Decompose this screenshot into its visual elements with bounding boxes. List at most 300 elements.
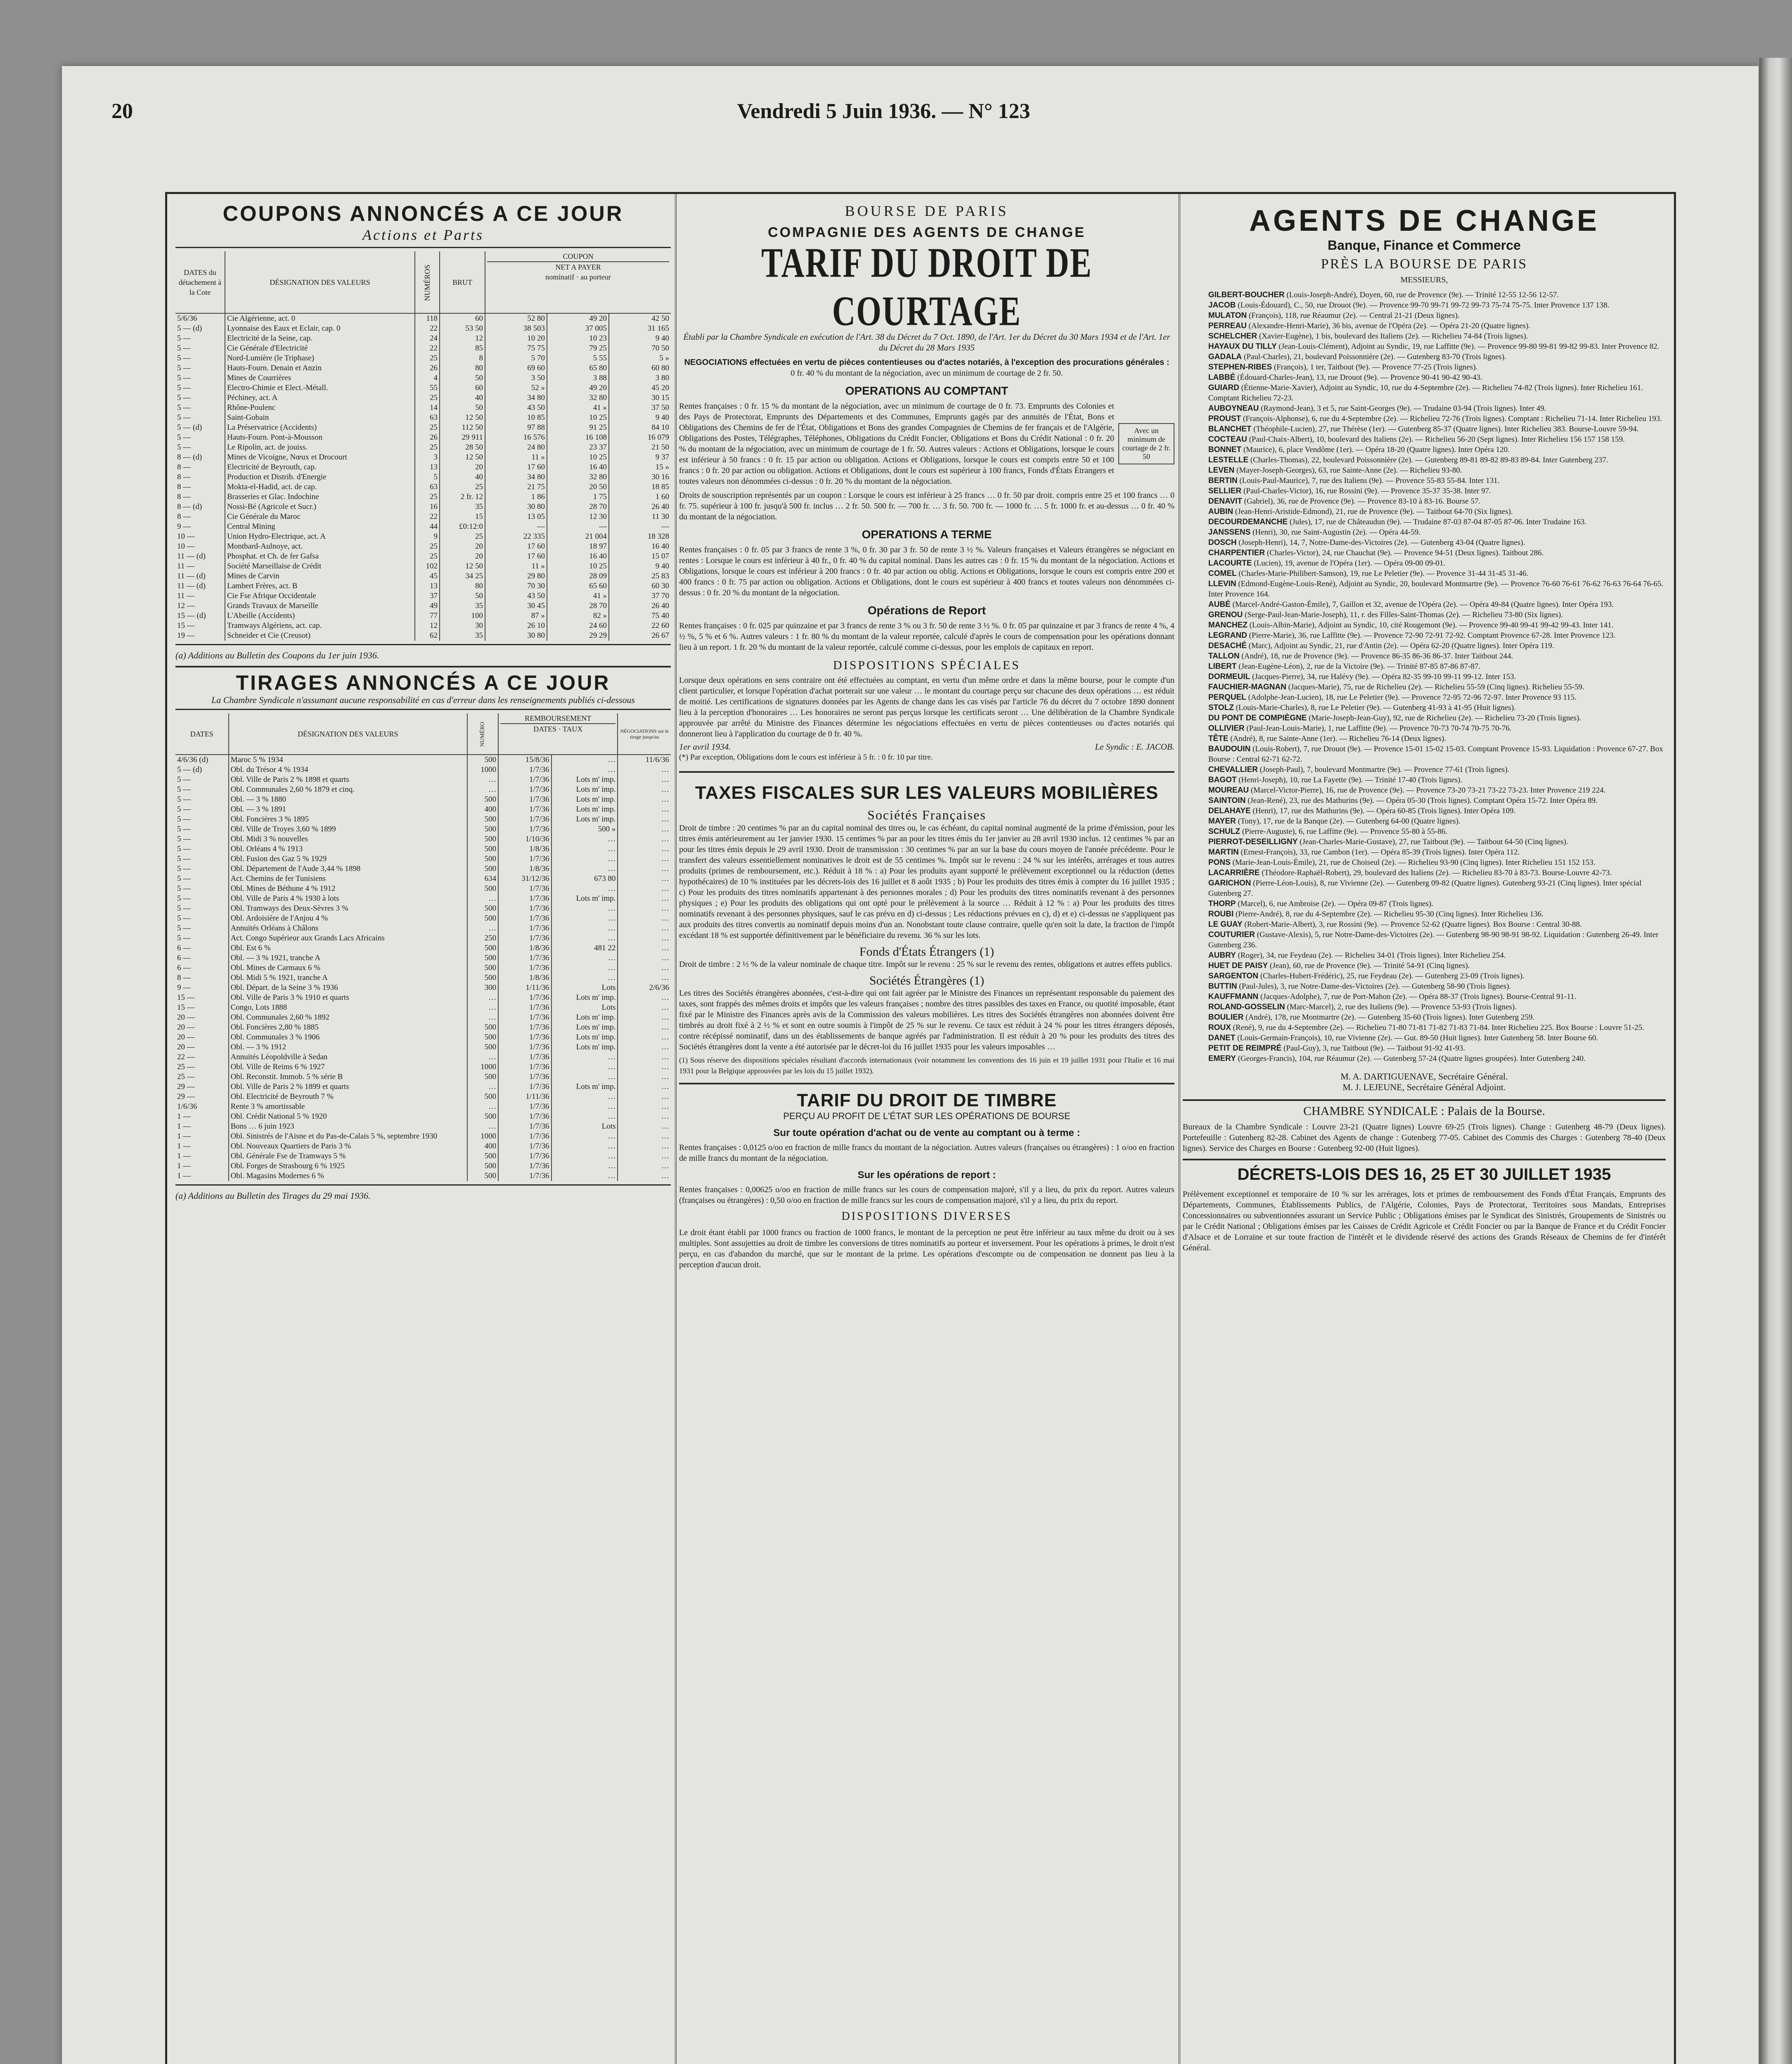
agent-details: (Marcel-André-Gaston-Émile), 7, Gaillon et 32, avenue de l'Opéra (2e). — Opéra 49-84 (Quatre lignes). Inter Opéra 193.: [1232, 600, 1614, 609]
table-cell: 29 911: [440, 433, 485, 443]
table-cell: 12: [440, 334, 485, 343]
agent-name: LEGRAND: [1208, 631, 1247, 640]
agent-details: (Serge-Paul-Jean-Marie-Joseph), 11, r. des Filles-Saint-Thomas (2e). — Richelieu 73-80 (Six lignes).: [1245, 611, 1563, 619]
table-cell: 1/7/36: [498, 894, 552, 904]
column-center: [679, 198, 1174, 2064]
table-row: [175, 914, 671, 923]
agent-year: [1183, 527, 1208, 537]
agent-entry: [1183, 620, 1666, 630]
table-cell: 10 25: [547, 561, 609, 571]
table-cell: 673 80: [552, 874, 618, 884]
table-cell: 25: [415, 423, 440, 433]
agent-year: [1183, 321, 1208, 331]
table-row: [175, 923, 671, 933]
col-t-remb: REMBOURSEMENT: [500, 713, 615, 724]
agent-year: [1183, 599, 1208, 610]
table-cell: Obl. Electricité de Beyrouth 7 %: [229, 1092, 468, 1102]
agent-entry: [1183, 847, 1666, 857]
agent-year: [1183, 930, 1208, 940]
table-cell: …: [552, 1131, 618, 1141]
table-cell: 1/7/36: [498, 1032, 552, 1042]
table-cell: 15 »: [609, 462, 671, 472]
courtage-signature: Le Syndic : E. JACOB.: [1095, 742, 1174, 752]
table-cell: 9 40: [609, 413, 671, 423]
table-cell: …: [618, 1102, 671, 1112]
table-cell: …: [618, 874, 671, 884]
agent-name: HUET DE PAISY: [1208, 961, 1268, 970]
table-cell: …: [552, 1092, 618, 1102]
agent-entry: [1183, 1033, 1666, 1043]
table-cell: …: [618, 1042, 671, 1052]
table-cell: 43 50: [485, 403, 547, 413]
table-cell: 15 — (d): [177, 611, 206, 620]
table-cell: 1 —: [177, 1172, 191, 1180]
agent-name: AUBÉ: [1208, 600, 1231, 609]
agent-name: LE GUAY: [1208, 920, 1243, 929]
agent-name: TALLON: [1208, 652, 1240, 660]
agent-entry: [1183, 641, 1666, 651]
agent-entry: [1183, 971, 1666, 981]
table-cell: 1/8/36: [498, 973, 552, 983]
table-cell: …: [618, 1131, 671, 1141]
table-cell: 30 16: [609, 472, 671, 482]
agent-year: [1183, 837, 1208, 847]
table-cell: 1 86: [485, 492, 547, 502]
table-cell: 5 —: [177, 393, 191, 402]
table-cell: Lots: [552, 1122, 618, 1131]
taxes-footnote: (1) Sous réserve des dispositions spéciales résultant d'accords internationaux (voir notamment les conventions des 16 juin et 19 juillet 1931 pour l'Italie et 16 mai 1931 pour la Belgique approuvées par les lois du 15 juillet 1932).: [679, 1056, 1174, 1075]
table-cell: …: [467, 1013, 498, 1023]
agent-name: MARTIN: [1208, 848, 1239, 857]
table-cell: 500: [467, 943, 498, 953]
table-cell: 5 —: [177, 884, 191, 893]
table-cell: 1/7/36: [498, 1122, 552, 1131]
table-cell: 18 328: [609, 532, 671, 542]
table-cell: Lots m' imp.: [552, 1013, 618, 1023]
table-cell: 2 fr. 12: [440, 492, 485, 502]
table-row: [175, 482, 671, 492]
table-row: [175, 844, 671, 854]
table-cell: 6 —: [177, 963, 191, 972]
table-cell: Central Mining: [225, 522, 415, 532]
table-cell: 5 —: [177, 443, 191, 452]
table-cell: 1/11/36: [498, 983, 552, 993]
table-cell: …: [552, 963, 618, 973]
courtage-title: TARIF DU DROIT DE COURTAGE: [761, 239, 1092, 334]
table-row: [175, 1052, 671, 1062]
table-cell: 12 50: [440, 452, 485, 462]
table-row: [175, 462, 671, 472]
agent-name: ROUBI: [1208, 910, 1234, 918]
agent-details: (Pierre-Auguste), 6, rue Laffitte (9e). — Provence 55-80 à 55-86.: [1242, 827, 1447, 836]
table-cell: 70 50: [609, 343, 671, 353]
table-cell: 1/6/36: [177, 1102, 197, 1111]
table-cell: …: [618, 864, 671, 874]
table-cell: …: [618, 973, 671, 983]
agent-details: (René), 9, rue du 4-Septembre (2e). — Richelieu 71-80 71-81 71-82 71-83 71-84. Inter Richelieu 225. Box Bourse : Louvre 51-25.: [1233, 1023, 1644, 1032]
table-cell: 22: [415, 324, 440, 334]
table-cell: 500: [467, 953, 498, 963]
table-row: [175, 433, 671, 443]
table-cell: Lots: [552, 983, 618, 993]
agent-details: (Jean-Charles-Marie-Gustave), 27, rue Taitbout (9e). — Taitbout 64-50 (Cinq lignes).: [1300, 838, 1568, 846]
table-cell: 1 —: [177, 1132, 191, 1141]
agent-name: GUIARD: [1208, 383, 1239, 392]
agent-entry: [1183, 476, 1666, 486]
table-cell: …: [618, 963, 671, 973]
table-cell: 17 60: [485, 542, 547, 552]
agent-name: LABBÉ: [1208, 373, 1236, 382]
agent-name: DORMEUIL: [1208, 672, 1250, 681]
agent-year: [1183, 661, 1208, 672]
table-cell: 500: [467, 1023, 498, 1032]
table-cell: Lots m' imp.: [552, 1042, 618, 1052]
agent-name: GADALA: [1208, 353, 1242, 361]
table-cell: …: [618, 795, 671, 805]
table-cell: …: [618, 824, 671, 834]
table-cell: …: [618, 923, 671, 933]
table-row: [175, 854, 671, 864]
table-cell: 28 70: [547, 502, 609, 512]
agent-name: DESACHÉ: [1208, 641, 1247, 650]
table-cell: 55: [415, 383, 440, 393]
agent-entry: [1183, 579, 1666, 599]
table-cell: 118: [415, 313, 440, 324]
agent-entry: [1183, 424, 1666, 434]
table-cell: 5 —: [177, 805, 191, 814]
agent-entry: [1183, 961, 1666, 971]
agent-details: (Raymond-Jean), 3 et 5, rue Saint-Georges (9e). — Trudaine 03-94 (Trois lignes). Inter 49.: [1261, 404, 1546, 413]
agent-name: THORP: [1208, 899, 1236, 908]
timbre-title: TARIF DU DROIT DE TIMBRE: [797, 1090, 1057, 1110]
agent-year: [1183, 723, 1208, 734]
table-cell: 13 05: [485, 512, 547, 522]
table-cell: 30 45: [485, 601, 547, 611]
table-row: [175, 363, 671, 373]
table-cell: Lots m' imp.: [552, 795, 618, 805]
table-row: [175, 502, 671, 512]
table-cell: 5 —: [177, 364, 191, 372]
table-cell: 10 25: [547, 413, 609, 423]
agents-list: [1183, 290, 1666, 1064]
table-cell: Lots: [552, 1003, 618, 1013]
taxes-fr-heading: Sociétés Françaises: [867, 807, 986, 822]
agents-subtitle2: PRÈS LA BOURSE DE PARIS: [1321, 256, 1528, 272]
table-cell: …: [618, 1122, 671, 1131]
table-cell: Obl. Nouveaux Quartiers de Paris 3 %: [229, 1141, 468, 1151]
column-left: [175, 198, 671, 2064]
table-cell: 5 —: [177, 383, 191, 392]
table-cell: 1 —: [177, 1152, 191, 1160]
agent-entry: [1183, 1043, 1666, 1053]
agent-year: [1183, 878, 1208, 888]
col-t-rdates: DATES: [533, 725, 557, 733]
agent-entry: [1183, 517, 1666, 527]
table-row: [175, 834, 671, 844]
table-row: [175, 472, 671, 482]
agent-details: (Jacques-Adolphe), 7, rue de Port-Mahon (2e). — Opéra 88-37 (Trois lignes). Bourse-Central 91-11.: [1260, 992, 1577, 1001]
table-cell: 1/7/36: [498, 1023, 552, 1032]
agent-details: (Louis-Robert), 7, rue Drouot (9e). — Provence 15-01 15-02 15-03. Comptant Provence 15-93. Liquidation : Provence 67-27. Box Bourse : Central 62-71 62-72.: [1208, 745, 1663, 764]
agent-year: [1183, 424, 1208, 434]
table-cell: 5 —: [177, 775, 191, 784]
table-cell: 80: [440, 363, 485, 373]
agent-name: LACOURTE: [1208, 559, 1252, 568]
table-cell: …: [618, 884, 671, 894]
agent-details: (Jean-Louis-Clément), Adjoint au Syndic, 19, rue Laffitte (9e). — Provence 99-80 99-81 99-82 99-83. Inter Provence 82.: [1278, 342, 1659, 351]
table-cell: 500: [467, 1032, 498, 1042]
agent-year: [1183, 568, 1208, 579]
table-cell: 1/7/36: [498, 1003, 552, 1013]
table-cell: …: [618, 904, 671, 914]
agent-details: (Pierre-Léon-Louis), 8, rue Vivienne (2e). — Gutenberg 09-82 (Quatre lignes). Gutenberg 93-21 (Cinq lignes). Inter spécial Gutenberg 27.: [1208, 879, 1642, 898]
agent-entry: [1183, 403, 1666, 414]
table-cell: …: [467, 993, 498, 1003]
table-row: [175, 963, 671, 973]
col-t-numero: NUMÉRO: [467, 713, 498, 755]
agent-entry: [1183, 765, 1666, 775]
agent-details: (Maurice), 6, place Vendôme (1er). — Opéra 18-20 (Quatre lignes). Inter Opéra 120.: [1243, 445, 1510, 454]
table-cell: —: [485, 522, 547, 532]
table-cell: 28 50: [440, 443, 485, 452]
table-cell: 3 50: [485, 373, 547, 383]
table-cell: …: [552, 904, 618, 914]
agent-entry: [1183, 414, 1666, 424]
table-row: [175, 1003, 671, 1013]
table-cell: 21 75: [485, 482, 547, 492]
agent-name: FAUCHIER-MAGNAN: [1208, 683, 1286, 691]
table-cell: 8 —: [177, 473, 191, 481]
table-cell: 500 »: [552, 824, 618, 834]
table-cell: …: [618, 1171, 671, 1181]
table-cell: 5: [415, 472, 440, 482]
table-cell: Mines de Carvin: [225, 571, 415, 581]
table-row: [175, 943, 671, 953]
table-cell: 30 15: [609, 393, 671, 403]
table-cell: Saint-Gobain: [225, 413, 415, 423]
table-cell: 1/8/36: [498, 864, 552, 874]
table-cell: 37: [415, 591, 440, 601]
agent-year: [1183, 672, 1208, 682]
agent-entry: [1183, 734, 1666, 744]
table-cell: 8: [440, 353, 485, 363]
agent-year: [1183, 775, 1208, 785]
coupons-note: (a) Additions au Bulletin des Coupons du 1er juin 1936.: [175, 650, 379, 660]
courtage-intro: Établi par la Chambre Syndicale en exécution de l'Art. 38 du Décret du 7 Oct. 1890, de l'Art. 1er du Décret du 30 Mars 1934 et de l'Art. 1er du Décret du 28 Mars 1935: [683, 332, 1170, 353]
agent-year: [1183, 961, 1208, 971]
table-cell: 3 88: [547, 373, 609, 383]
agent-entry: [1183, 899, 1666, 909]
agent-name: STOLZ: [1208, 703, 1234, 712]
table-cell: Annuités Orléans à Châlons: [229, 923, 468, 933]
table-cell: 500: [467, 814, 498, 824]
table-row: [175, 443, 671, 452]
table-cell: 5 — (d): [177, 324, 202, 333]
agent-name: DECOURDEMANCHE: [1208, 518, 1288, 526]
courtage-kicker: BOURSE DE PARIS: [845, 203, 1009, 219]
agent-details: (Pierre-André), 8, rue du 4-Septembre (2e). — Richelieu 95-30 (Cinq lignes). Inter Richelieu 136.: [1235, 910, 1544, 918]
agent-year: [1183, 517, 1208, 527]
table-cell: 22 60: [609, 621, 671, 631]
table-cell: 60: [440, 383, 485, 393]
table-cell: 25: [415, 542, 440, 552]
agent-details: (Paul-Chaix-Albert), 10, boulevard des Italiens (2e). — Richelieu 56-20 (Sept lignes). Inter Richelieu 156 157 158 159.: [1249, 435, 1625, 444]
agent-name: LLEVIN: [1208, 580, 1236, 588]
agent-year: [1183, 496, 1208, 507]
agent-name: GILBERT-BOUCHER: [1208, 291, 1285, 299]
agent-name: ROLAND-GOSSELIN: [1208, 1003, 1285, 1011]
agent-entry: [1183, 775, 1666, 785]
agent-year: [1183, 403, 1208, 414]
table-cell: 1/7/36: [498, 1151, 552, 1161]
table-cell: 5 70: [485, 353, 547, 363]
table-cell: 29 —: [177, 1082, 195, 1091]
table-row: [175, 1072, 671, 1082]
agent-entry: [1183, 816, 1666, 826]
agent-entry: [1183, 537, 1666, 548]
table-cell: 5 —: [177, 904, 191, 913]
table-cell: 1/7/36: [498, 993, 552, 1003]
table-cell: 25 —: [177, 1063, 195, 1071]
table-row: [175, 765, 671, 775]
agent-details: (Joseph-Paul), 7, boulevard Montmartre (9e). — Provence 77-61 (Trois lignes).: [1259, 765, 1510, 774]
table-cell: 10 25: [547, 452, 609, 462]
agent-entry: [1183, 1012, 1666, 1023]
agent-year: [1183, 734, 1208, 744]
agent-entry: [1183, 558, 1666, 568]
table-cell: 5 —: [177, 864, 191, 873]
agent-name: SELLIER: [1208, 487, 1242, 495]
table-cell: 63: [415, 413, 440, 423]
table-cell: Act. Chemins de fer Tunisiens: [229, 874, 468, 884]
table-row: [175, 904, 671, 914]
agent-name: STEPHEN-RIBES: [1208, 363, 1272, 372]
agent-details: (Charles-Hubert-Frédéric), 25, rue Feydeau (2e). — Gutenberg 23-09 (Trois lignes).: [1260, 972, 1525, 980]
table-cell: Union Hydro-Electrique, act. A: [225, 532, 415, 542]
table-cell: Obl. Générale Fse de Tramways 5 %: [229, 1151, 468, 1161]
agent-entry: [1183, 445, 1666, 455]
agent-details: (Paul-Jules), 3, rue Notre-Dame-des-Victoires (2e). — Gutenberg 58-90 (Trois lignes).: [1239, 982, 1511, 991]
table-cell: Obl. Communales 2,60 % 1879 et cinq.: [229, 785, 468, 795]
table-cell: …: [618, 1141, 671, 1151]
table-cell: 5 —: [177, 403, 191, 412]
table-cell: Obl. Ville de Paris 4 % 1930 à lots: [229, 894, 468, 904]
table-cell: …: [618, 993, 671, 1003]
table-cell: Obl. Ville de Reims 6 % 1927: [229, 1062, 468, 1072]
table-cell: …: [618, 1032, 671, 1042]
agent-entry: [1183, 1053, 1666, 1064]
table-row: [175, 373, 671, 383]
table-cell: …: [467, 1122, 498, 1131]
agent-details: (Marcel-Victor-Pierre), 16, rue de Provence (9e). — Provence 73-20 73-21 73-22 73-23. Inter Provence 219 224.: [1250, 786, 1606, 795]
agent-name: BAGOT: [1208, 776, 1237, 784]
table-cell: 25: [415, 552, 440, 561]
column-right: [1183, 198, 1666, 2064]
table-cell: 11 — (d): [177, 552, 206, 561]
table-cell: 29 29: [547, 631, 609, 641]
agent-details: (Louis-Paul-Maurice), 7, rue des Italiens (9e). — Provence 55-83 55-84. Inter 131.: [1239, 476, 1500, 485]
table-row: [175, 1122, 671, 1131]
agent-name: ROUX: [1208, 1023, 1231, 1032]
table-cell: Obl. Magasins Modernes 6 %: [229, 1171, 468, 1181]
agent-name: GARICHON: [1208, 879, 1251, 888]
table-cell: 24: [415, 334, 440, 343]
table-cell: 4: [415, 373, 440, 383]
table-cell: 16 576: [485, 433, 547, 443]
agent-name: COUTURIER: [1208, 930, 1255, 939]
table-cell: Obl. du Trésor 4 % 1934: [229, 765, 468, 775]
agent-entry: [1183, 568, 1666, 579]
table-row: [175, 1023, 671, 1032]
table-cell: 77: [415, 611, 440, 621]
agent-entry: [1183, 383, 1666, 403]
table-cell: 13: [415, 462, 440, 472]
table-cell: Tramways Algériens, act. cap.: [225, 621, 415, 631]
table-cell: 8 —: [177, 492, 191, 501]
table-cell: 10 85: [485, 413, 547, 423]
agent-entry: [1183, 599, 1666, 610]
table-row: [175, 1042, 671, 1052]
agent-name: SCHELCHER: [1208, 332, 1257, 341]
table-cell: Obl. Crédit National 5 % 1920: [229, 1112, 468, 1122]
table-cell: 1/7/36: [498, 963, 552, 973]
col-t-taux: TAUX: [562, 725, 583, 733]
table-cell: 69 60: [485, 363, 547, 373]
agent-details: (Mayer-Joseph-Georges), 63, rue Sainte-Anne (2e). — Richelieu 93-80.: [1236, 466, 1462, 475]
table-cell: 44: [415, 522, 440, 532]
agent-details: (Jules), 17, rue de Châteaudun (9e). — Trudaine 87-03 87-04 87-05 87-06. Inter Trudaine 163.: [1289, 518, 1587, 526]
agent-details: (Louis-Édouard), C., 50, rue Drouot (9e). — Provence 99-70 99-71 99-72 99-73 75-74 75-75. Inter Provence 137 138.: [1238, 301, 1610, 310]
table-cell: 20 —: [177, 1013, 195, 1022]
table-cell: 15: [440, 512, 485, 522]
table-cell: 5 »: [609, 353, 671, 363]
table-row: [175, 532, 671, 542]
agent-name: JACOB: [1208, 301, 1236, 310]
table-cell: …: [618, 1072, 671, 1082]
timbre-h1: Sur toute opération d'achat ou de vente au comptant ou à terme :: [773, 1127, 1080, 1139]
agent-details: (Charles-Marie-Philibert-Samson), 19, rue Le Peletier (9e). — Provence 31-44 31-45 31-46.: [1238, 569, 1529, 578]
table-cell: 5 —: [177, 874, 191, 883]
table-cell: 9 —: [177, 522, 191, 531]
agent-name: MULATON: [1208, 311, 1247, 320]
table-cell: …: [618, 1052, 671, 1062]
table-cell: 5 —: [177, 845, 191, 853]
agent-entry: [1183, 527, 1666, 537]
table-cell: Obl. Département de l'Aude 3,44 % 1898: [229, 864, 468, 874]
agent-details: (Théophile-Lucien), 27, rue Thérèse (1er). — Gutenberg 85-37 (Quatre lignes). Inter Richelieu 383. Bourse-Louvre 59-94.: [1253, 425, 1639, 433]
agents-messieurs: MESSIEURS,: [1400, 275, 1448, 284]
table-cell: Cie Algérienne, act. 0: [225, 313, 415, 324]
table-cell: 1/7/36: [498, 1102, 552, 1112]
agent-details: (Alexandre-Henri-Marie), 36 bis, avenue de l'Opéra (2e). — Opéra 21-20 (Quatre lignes).: [1248, 322, 1531, 330]
agent-entry: [1183, 331, 1666, 341]
agent-name: SCHULZ: [1208, 827, 1240, 836]
table-cell: Obl. Fusion des Gaz 5 % 1929: [229, 854, 468, 864]
table-cell: 10 23: [547, 334, 609, 343]
agent-year: [1183, 1002, 1208, 1012]
table-cell: 26 40: [609, 601, 671, 611]
agent-name: CHEVALLIER: [1208, 765, 1258, 774]
agent-name: BAUDOUIN: [1208, 745, 1251, 753]
table-cell: …: [552, 923, 618, 933]
agent-year: [1183, 826, 1208, 837]
table-cell: 87 »: [485, 611, 547, 621]
table-cell: 500: [467, 795, 498, 805]
dispo-text: Lorsque deux opérations en sens contraire ont été effectuées au comptant, en vertu d'un même ordre et dans la même bourse, pour le compte d'un client particulier, et lorsque l'opération d'achat porterait sur une valeur … le montant du courtage perçu sur chacune des deux opérations … est réduit de moitié. Les certifications de signatures données par les Agents de change dans les cas visés par l'article 76 du décret du 7 octobre 1890 donnent lieu à la perception d'honoraires … Les honoraires ne seront pas perçus lorsque les certificats seront … Une délibération de la Chambre Syndicale approuvée par arrêté du Ministre des Finances détermine les négociations effectuées en vertu de pièces contentieuses ou d'actes notariés qui donneront lieu à l'application du courtage de 0 fr. 40 %.: [679, 676, 1174, 738]
table-row: [175, 775, 671, 785]
table-row: [175, 864, 671, 874]
table-cell: 37 005: [547, 324, 609, 334]
